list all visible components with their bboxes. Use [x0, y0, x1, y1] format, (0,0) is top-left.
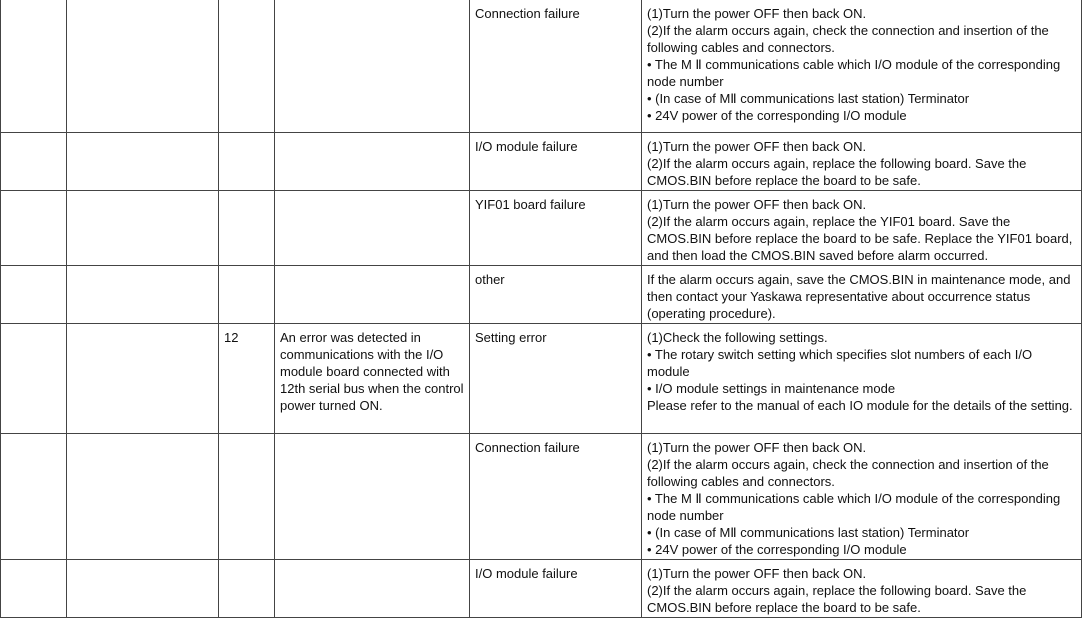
cause-cell: I/O module failure — [470, 560, 642, 618]
alarm-message-cell — [67, 0, 219, 133]
alarm-message-cell — [67, 266, 219, 324]
remedy-cell: (1)Turn the power OFF then back ON. (2)If the alarm occurs again, replace the following board. Save the CMOS.BIN before replace the board to be safe. — [642, 560, 1082, 618]
remedy-cell: (1)Turn the power OFF then back ON. (2)If the alarm occurs again, check the connection and insertion of the following cables and connectors. • The M Ⅱ communications cable which I/O module of the corresponding node number • (In case of MⅡ communications last station) Terminator • 24V power of the corresponding I/O module — [642, 434, 1082, 560]
sub-code-cell — [219, 434, 275, 560]
remedy-cell: (1)Turn the power OFF then back ON. (2)If the alarm occurs again, replace the following board. Save the CMOS.BIN before replace the board to be safe. — [642, 133, 1082, 191]
table-row — [1, 434, 1082, 560]
cause-cell: Setting error — [470, 324, 642, 434]
alarm-message-cell — [67, 191, 219, 266]
meaning-cell: An error was detected in communications with the I/O module board connected with 12th serial bus when the control power turned ON. — [275, 324, 470, 434]
meaning-cell — [275, 434, 470, 560]
cause-cell: I/O module failure — [470, 133, 642, 191]
sub-code-cell — [219, 133, 275, 191]
alarm-message-cell — [67, 133, 219, 191]
cause-cell: Connection failure — [470, 434, 642, 560]
table-row — [1, 324, 1082, 434]
table-row — [1, 133, 1082, 191]
alarm-code-cell — [1, 560, 67, 618]
meaning-cell — [275, 0, 470, 133]
remedy-cell: (1)Turn the power OFF then back ON. (2)If the alarm occurs again, check the connection and insertion of the following cables and connectors. • The M Ⅱ communications cable which I/O module of the corresponding node number • (In case of MⅡ communications last station) Terminator • 24V power of the corresponding I/O module — [642, 0, 1082, 133]
alarm-message-cell — [67, 324, 219, 434]
sub-code-cell — [219, 191, 275, 266]
alarm-code-cell — [1, 324, 67, 434]
alarm-code-cell — [1, 191, 67, 266]
sub-code-cell — [219, 266, 275, 324]
table-row — [1, 191, 1082, 266]
remedy-cell: (1)Check the following settings. • The rotary switch setting which specifies slot numbers of each I/O module • I/O module settings in maintenance mode Please refer to the manual of each IO module for the details of the setting. — [642, 324, 1082, 434]
sub-code-cell — [219, 0, 275, 133]
table-row — [1, 266, 1082, 324]
alarm-message-cell — [67, 560, 219, 618]
meaning-cell — [275, 191, 470, 266]
remedy-cell: If the alarm occurs again, save the CMOS.BIN in maintenance mode, and then contact your Yaskawa representative about occurrence status (operating procedure). — [642, 266, 1082, 324]
cause-cell: Connection failure — [470, 0, 642, 133]
alarm-code-cell — [1, 434, 67, 560]
sub-code-cell — [219, 560, 275, 618]
meaning-cell — [275, 133, 470, 191]
cause-cell: other — [470, 266, 642, 324]
table-row — [1, 0, 1082, 133]
alarm-code-cell — [1, 133, 67, 191]
remedy-cell: (1)Turn the power OFF then back ON. (2)If the alarm occurs again, replace the YIF01 board. Save the CMOS.BIN before replace the board to be safe. Replace the YIF01 board, and then load the CMOS.BIN saved before alarm occurred. — [642, 191, 1082, 266]
meaning-cell — [275, 560, 470, 618]
meaning-cell — [275, 266, 470, 324]
sub-code-cell: 12 — [219, 324, 275, 434]
alarm-message-cell — [67, 434, 219, 560]
cause-cell: YIF01 board failure — [470, 191, 642, 266]
table-row — [1, 560, 1082, 618]
alarm-code-cell — [1, 266, 67, 324]
alarm-code-cell — [1, 0, 67, 133]
